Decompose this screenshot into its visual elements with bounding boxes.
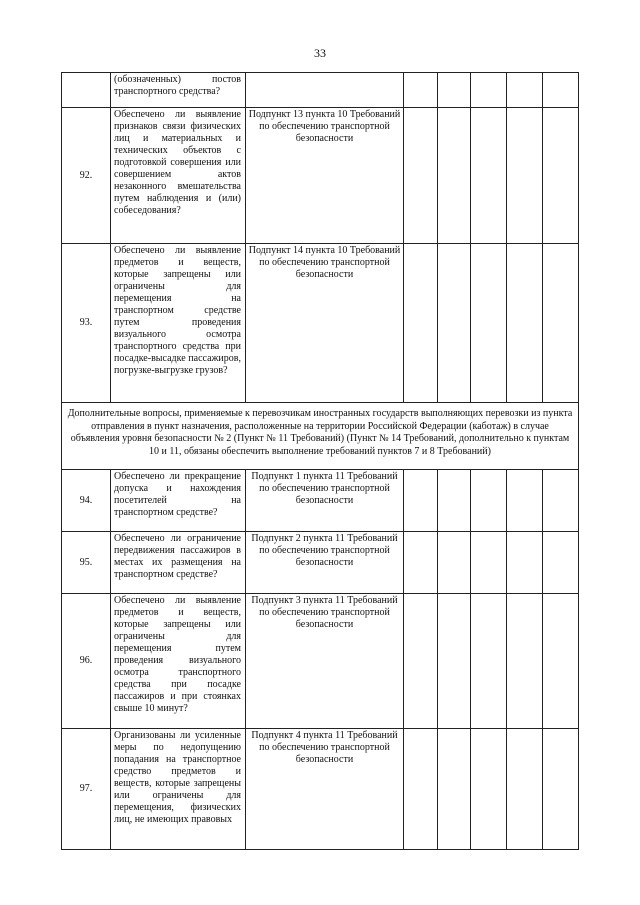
answer-cell — [507, 244, 543, 403]
requirement-reference: Подпункт 4 пункта 11 Требований по обеспечению транспортной безопасности — [246, 729, 404, 850]
answer-cell — [543, 729, 579, 850]
row-number: 97. — [62, 729, 111, 850]
answer-cell — [404, 729, 438, 850]
answer-cell — [543, 532, 579, 594]
answer-cell — [507, 108, 543, 244]
answer-cell — [543, 73, 579, 108]
answer-cell — [438, 244, 471, 403]
answer-cell — [543, 244, 579, 403]
question-text: (обозначенных) постов транспортного средства? — [111, 73, 246, 108]
table-row — [62, 244, 579, 403]
answer-cell — [438, 108, 471, 244]
answer-cell — [404, 532, 438, 594]
answer-cell — [507, 594, 543, 729]
answer-cell — [507, 532, 543, 594]
question-text: Обеспечено ли прекращение допуска и нахождения посетителей на транспортном средстве? — [111, 470, 246, 532]
question-text: Обеспечено ли ограничение передвижения пассажиров в местах их размещения на транспортном средстве? — [111, 532, 246, 594]
page-number: 33 — [314, 46, 326, 60]
answer-cell — [471, 108, 507, 244]
section-title: Дополнительные вопросы, применяемые к перевозчикам иностранных государств выполняющих перевозки из пункта отправления в пункт назначения, расположенные на территории Российской Федерации (каботаж) в случае объявления уровня безопасности № 2 (Пункт № 11 Требований) (Пункт № 14 Требований, дополнительно к пунктам 10 и 11, обязаны обеспечить выполнение требований пунктов 7 и 8 Требований) — [62, 403, 579, 470]
question-text: Обеспечено ли выявление предметов и веществ, которые запрещены или ограничены для перемещения на транспортном средстве путем проведения визуального осмотра транспортного средства при посадке-высадке пассажиров, погрузке-выгрузке грузов? — [111, 244, 246, 403]
requirement-reference: Подпункт 14 пункта 10 Требований по обеспечению транспортной безопасности — [246, 244, 404, 403]
answer-cell — [404, 470, 438, 532]
answer-cell — [438, 470, 471, 532]
answer-cell — [471, 532, 507, 594]
answer-cell — [438, 532, 471, 594]
table-row — [62, 73, 579, 108]
answer-cell — [404, 594, 438, 729]
requirement-reference: Подпункт 2 пункта 11 Требований по обеспечению транспортной безопасности — [246, 532, 404, 594]
row-number: 94. — [62, 470, 111, 532]
table-row — [62, 108, 579, 244]
answer-cell — [471, 594, 507, 729]
answer-cell — [404, 73, 438, 108]
answer-cell — [543, 594, 579, 729]
row-number: 93. — [62, 244, 111, 403]
row-number: 95. — [62, 532, 111, 594]
table-row — [62, 532, 579, 594]
answer-cell — [438, 73, 471, 108]
answer-cell — [471, 470, 507, 532]
answer-cell — [404, 108, 438, 244]
table-row — [62, 729, 579, 850]
requirement-reference: Подпункт 3 пункта 11 Требований по обеспечению транспортной безопасности — [246, 594, 404, 729]
requirement-reference: Подпункт 13 пункта 10 Требований по обеспечению транспортной безопасности — [246, 108, 404, 244]
checklist-table — [61, 72, 579, 850]
question-text: Обеспечено ли выявление признаков связи физических лиц и материальных и технических объектов с подготовкой совершения или совершением актов незаконного вмешательства путем наблюдения и (или) собеседования? — [111, 108, 246, 244]
answer-cell — [507, 73, 543, 108]
question-text: Обеспечено ли выявление предметов и веществ, которые запрещены или ограничены для перемещения путем проведения визуального осмотра транспортного средства при посадке пассажиров и при стоянках свыше 10 минут? — [111, 594, 246, 729]
question-text: Организованы ли усиленные меры по недопущению попадания на транспортное средство предметов и веществ, которые запрещены или ограничены для перемещения, физических лиц, не имеющих правовых — [111, 729, 246, 850]
section-row — [62, 403, 579, 470]
answer-cell — [438, 729, 471, 850]
answer-cell — [438, 594, 471, 729]
requirement-reference: Подпункт 1 пункта 11 Требований по обеспечению транспортной безопасности — [246, 470, 404, 532]
row-number: 96. — [62, 594, 111, 729]
row-number: 92. — [62, 108, 111, 244]
answer-cell — [507, 729, 543, 850]
answer-cell — [507, 470, 543, 532]
row-number — [62, 73, 111, 108]
answer-cell — [543, 470, 579, 532]
answer-cell — [404, 244, 438, 403]
answer-cell — [471, 244, 507, 403]
table-row — [62, 470, 579, 532]
table-row — [62, 594, 579, 729]
answer-cell — [543, 108, 579, 244]
answer-cell — [471, 729, 507, 850]
requirement-reference — [246, 73, 404, 108]
answer-cell — [471, 73, 507, 108]
